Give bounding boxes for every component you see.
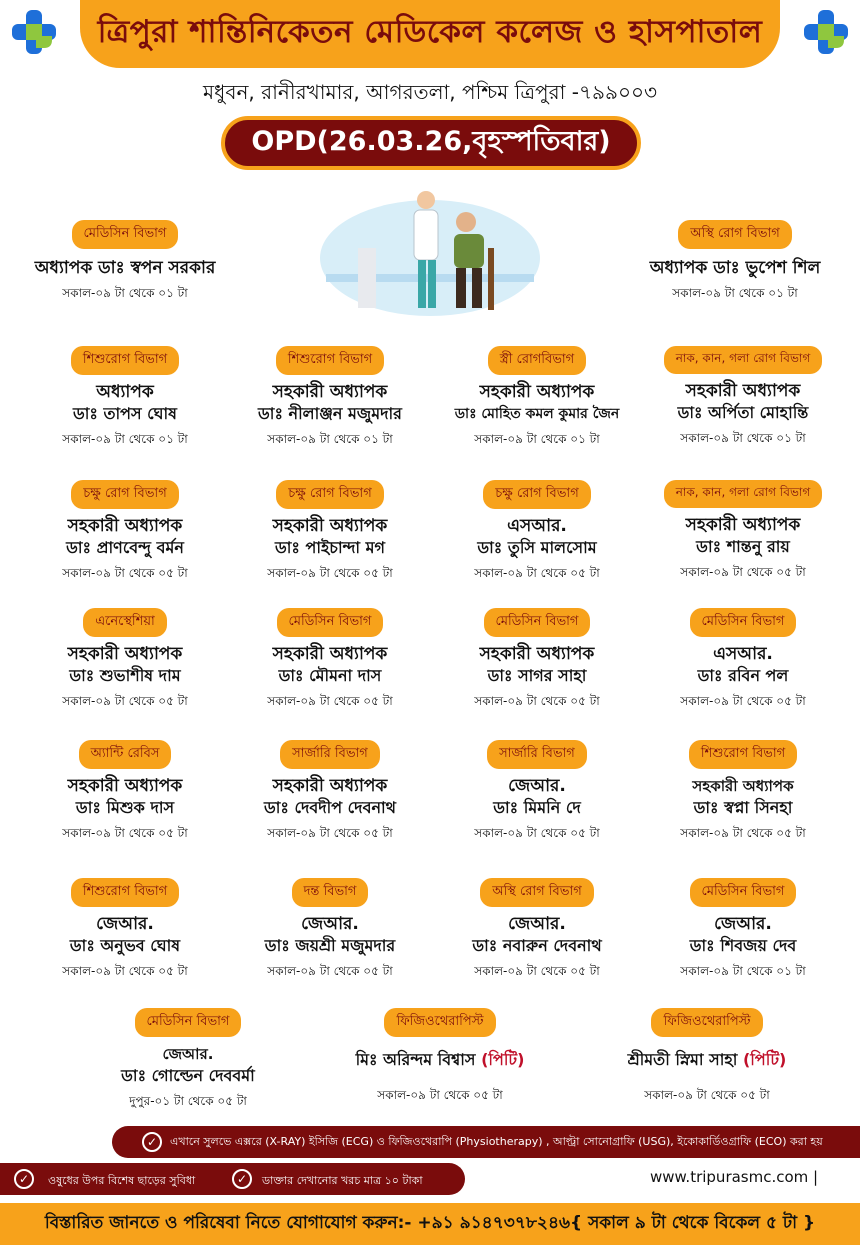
doctor-name: ডাঃ দেবদীপ দেবনাথ: [263, 798, 397, 817]
department-badge: শিশুরোগ বিভাগ: [689, 740, 797, 769]
department-badge: নাক, কান, গলা রোগ বিভাগ: [664, 480, 822, 508]
designation: সহকারী অধ্যাপক: [479, 382, 595, 402]
doctor-name: ডাঃ মিশুক দাস: [75, 798, 175, 817]
designation: জেআর.: [714, 914, 772, 934]
department-badge: মেডিসিন বিভাগ: [135, 1008, 242, 1037]
website-link[interactable]: www.tripurasmc.com |: [650, 1168, 819, 1186]
timing-text: সকাল-০৯ টা থেকে ০৫ টা: [680, 694, 806, 708]
doctor-card: [643, 740, 843, 845]
doctor-card: [230, 346, 430, 451]
checkmark-icon: ✓: [142, 1132, 162, 1152]
department-badge: অ্যান্টি রেবিস: [79, 740, 172, 769]
checkmark-icon: ✓: [14, 1169, 34, 1189]
department-badge: শিশুরোগ বিভাগ: [71, 346, 179, 375]
department-badge: চক্ষু রোগ বিভাগ: [71, 480, 178, 509]
timing-text: সকাল-০৯ টা থেকে ০৫ টা: [267, 694, 393, 708]
designation: এসআর.: [507, 516, 567, 536]
doctor-name: ডাঃ অনুভব ঘোষ: [69, 936, 181, 955]
department-badge: স্ত্রী রোগবিভাগ: [488, 346, 586, 375]
timing-text: সকাল-০৯ টা থেকে ০৫ টা: [267, 566, 393, 580]
doctor-name: ডাঃ শান্তনু রায়: [696, 537, 790, 556]
doctor-name: ডাঃ নীলাঞ্জন মজুমদার: [258, 404, 402, 423]
designation: জেআর.: [508, 914, 566, 934]
doctor-card: [230, 740, 430, 845]
doctor-name-text: শ্রীমতী স্নিমা সাহা: [627, 1050, 738, 1069]
designation: সহকারী অধ্যাপক: [272, 776, 388, 796]
doctor-name: ডাঃ নবারুন দেবনাথ: [472, 936, 602, 955]
doctor-card: [635, 220, 835, 305]
designation: জেআর.: [96, 914, 154, 934]
doctor-name: অধ্যাপক ডাঃ ভুপেশ শিল: [649, 258, 821, 278]
header-banner: [80, 0, 780, 68]
designation: সহকারী অধ্যাপক: [272, 516, 388, 536]
department-badge: মেডিসিন বিভাগ: [277, 608, 384, 637]
benefit-fee: ডাক্তার দেখানোর খরচ মাত্র ১০ টাকা: [262, 1174, 423, 1187]
timing-text: সকাল-০৯ টা থেকে ০১ টা: [267, 432, 393, 446]
doctor-name: ডাঃ মোহিত কমল কুমার জৈন: [454, 406, 620, 422]
page-title: ত্রিপুরা শান্তিনিকেতন মেডিকেল কলেজ ও হাসপাতাল: [97, 14, 763, 50]
department-badge: দন্ত বিভাগ: [292, 878, 369, 907]
address-line: মধুবন, রানীরখামার, আগরতলা, পশ্চিম ত্রিপুরা -৭৯৯০০৩: [203, 80, 657, 104]
hospital-cross-logo-icon: [802, 8, 850, 56]
doctor-name: অধ্যাপক ডাঃ স্বপন সরকার: [34, 258, 216, 278]
contact-banner: বিস্তারিত জানতে ও পরিষেবা নিতে যোগাযোগ করুন:- +৯১ ৯১৪৭৩৭৮২৪৬{ সকাল ৯ টা থেকে বিকেল ৫ টা }: [0, 1203, 860, 1245]
doctor-card: [643, 878, 843, 983]
doctor-name-text: মিঃ অরিন্দম বিশ্বাস: [355, 1050, 476, 1069]
doctor-name: ডাঃ রবিন পল: [697, 666, 789, 685]
department-badge: মেডিসিন বিভাগ: [72, 220, 179, 249]
department-badge: ফিজিওথেরাপিস্ট: [384, 1008, 495, 1037]
designation: সহকারী অধ্যাপক: [272, 382, 388, 402]
designation: জেআর.: [508, 776, 566, 796]
timing-text: সকাল-০৯ টা থেকে ০১ টা: [680, 964, 806, 978]
department-badge: শিশুরোগ বিভাগ: [71, 878, 179, 907]
doctor-name: ডাঃ শিবজয় দেব: [689, 936, 797, 955]
doctor-card: [25, 740, 225, 845]
doctor-name: ডাঃ সাগর সাহা: [487, 666, 587, 685]
designation: সহকারী অধ্যাপক: [272, 644, 388, 664]
timing-text: সকাল-০৯ টা থেকে ০৫ টা: [62, 566, 188, 580]
timing-text: সকাল-০৯ টা থেকে ০৫ টা: [267, 964, 393, 978]
doctor-card: [230, 608, 430, 713]
designation: অধ্যাপক: [96, 382, 154, 402]
doctor-card: [25, 608, 225, 713]
hospital-cross-logo-icon: [10, 8, 58, 56]
timing-text: সকাল-০৯ টা থেকে ০১ টা: [680, 431, 806, 445]
timing-text: সকাল-০৯ টা থেকে ০৫ টা: [474, 694, 600, 708]
department-badge: এনেস্থেশিয়া: [83, 608, 167, 637]
doctor-name: ডাঃ গোল্ডেন দেববর্মা: [121, 1066, 255, 1085]
department-badge: নাক, কান, গলা রোগ বিভাগ: [664, 346, 822, 374]
doctor-card: [25, 480, 225, 585]
doctor-name: [597, 1049, 817, 1071]
doctor-name: ডাঃ মৌমনা দাস: [278, 666, 382, 685]
doctor-card: [597, 1008, 817, 1107]
department-badge: অস্থি রোগ বিভাগ: [678, 220, 792, 249]
doctor-card: [437, 346, 637, 451]
department-badge: অস্থি রোগ বিভাগ: [480, 878, 594, 907]
doctor-card: [643, 346, 843, 450]
designation: সহকারী অধ্যাপক: [67, 516, 183, 536]
doctor-name: ডাঃ শুভাশীষ দাম: [69, 666, 181, 685]
designation: সহকারী অধ্যাপক: [479, 644, 595, 664]
designation: এসআর.: [713, 644, 773, 664]
doctor-name: ডাঃ প্রাণবেন্দু বর্মন: [66, 538, 184, 557]
timing-text: সকাল-০৯ টা থেকে ০১ টা: [62, 432, 188, 446]
timing-text: দুপুর-০১ টা থেকে ০৫ টা: [129, 1094, 247, 1108]
designation: সহকারী অধ্যাপক: [692, 777, 794, 795]
doctor-card: [437, 608, 637, 713]
timing-text: সকাল-০৯ টা থেকে ০৫ টা: [62, 964, 188, 978]
department-badge: ফিজিওথেরাপিস্ট: [651, 1008, 762, 1037]
pt-suffix: (পিটি): [481, 1050, 525, 1069]
pt-suffix: (পিটি): [742, 1050, 787, 1069]
doctor-card: [230, 480, 430, 585]
doctor-name: ডাঃ জয়শ্রী মজুমদার: [264, 936, 396, 955]
designation: জেআর.: [162, 1045, 214, 1063]
timing-text: সকাল-০৯ টা থেকে ০৫ টা: [62, 694, 188, 708]
department-badge: চক্ষু রোগ বিভাগ: [483, 480, 590, 509]
doctor-card: [330, 1008, 550, 1107]
timing-text: সকাল-০৯ টা থেকে ০৫ টা: [474, 964, 600, 978]
doctor-card: [25, 346, 225, 451]
designation: সহকারী অধ্যাপক: [685, 381, 801, 401]
benefit-discount: ওষুধের উপর বিশেষ ছাড়ের সুবিধা: [48, 1174, 196, 1187]
doctor-name: ডাঃ স্বপ্না সিনহা: [693, 798, 793, 817]
doctor-name: ডাঃ মিমনি দে: [493, 798, 581, 817]
doctor-card: [88, 1008, 288, 1113]
doctor-card: [643, 480, 843, 584]
timing-text: সকাল-০৯ টা থেকে ০৫ টা: [62, 826, 188, 840]
designation: সহকারী অধ্যাপক: [67, 644, 183, 664]
timing-text: সকাল-০৯ টা থেকে ০৫ টা: [267, 826, 393, 840]
department-badge: সার্জারি বিভাগ: [487, 740, 587, 769]
department-badge: মেডিসিন বিভাগ: [484, 608, 591, 637]
timing-text: সকাল-০৯ টা থেকে ০১ টা: [672, 286, 798, 300]
timing-text: সকাল-০৯ টা থেকে ০১ টা: [474, 432, 600, 446]
doctor-card: [437, 878, 637, 983]
doctor-name: ডাঃ তাপস ঘোষ: [73, 404, 177, 423]
doctor-card: [437, 480, 637, 585]
timing-text: সকাল-০৯ টা থেকে ০৫ টা: [644, 1088, 770, 1102]
department-badge: মেডিসিন বিভাগ: [690, 608, 797, 637]
doctor-name: ডাঃ তুসি মালসোম: [477, 538, 597, 557]
services-banner: [112, 1126, 860, 1158]
doctor-card: [643, 608, 843, 713]
designation: জেআর.: [301, 914, 359, 934]
doctor-card: [25, 220, 225, 305]
designation: সহকারী অধ্যাপক: [685, 515, 801, 535]
doctor-card: [437, 740, 637, 845]
doctor-card: [230, 878, 430, 983]
opd-date-badge: OPD(26.03.26,বৃহস্পতিবার): [221, 116, 641, 170]
department-badge: সার্জারি বিভাগ: [280, 740, 380, 769]
services-text: এখানে সুলভে এক্সরে (X-RAY) ইসিজি (ECG) ও ফিজিওথেরাপি (Physiotherapy) , আল্ট্রা সোনোগ্রাফি (USG), ইকোকার্ডিওগ্রাফি (ECO) করা হয়: [170, 1134, 823, 1148]
benefits-banner: [0, 1163, 465, 1195]
doctor-name: ডাঃ অর্পিতা মোহান্তি: [677, 403, 809, 422]
doctor-name: ডাঃ পাইচান্দা মগ: [274, 538, 386, 557]
checkmark-icon: ✓: [232, 1169, 252, 1189]
timing-text: সকাল-০৯ টা থেকে ০৫ টা: [377, 1088, 503, 1102]
department-badge: শিশুরোগ বিভাগ: [276, 346, 384, 375]
department-badge: চক্ষু রোগ বিভাগ: [276, 480, 383, 509]
designation: সহকারী অধ্যাপক: [67, 776, 183, 796]
timing-text: সকাল-০৯ টা থেকে ০৫ টা: [680, 565, 806, 579]
timing-text: সকাল-০৯ টা থেকে ০৫ টা: [680, 826, 806, 840]
doctor-card: [25, 878, 225, 983]
department-badge: মেডিসিন বিভাগ: [690, 878, 797, 907]
doctor-name: [330, 1049, 550, 1071]
timing-text: সকাল-০৯ টা থেকে ০১ টা: [62, 286, 188, 300]
timing-text: সকাল-০৯ টা থেকে ০৫ টা: [474, 566, 600, 580]
doctor-patient-illustration: [318, 178, 542, 318]
timing-text: সকাল-০৯ টা থেকে ০৫ টা: [474, 826, 600, 840]
